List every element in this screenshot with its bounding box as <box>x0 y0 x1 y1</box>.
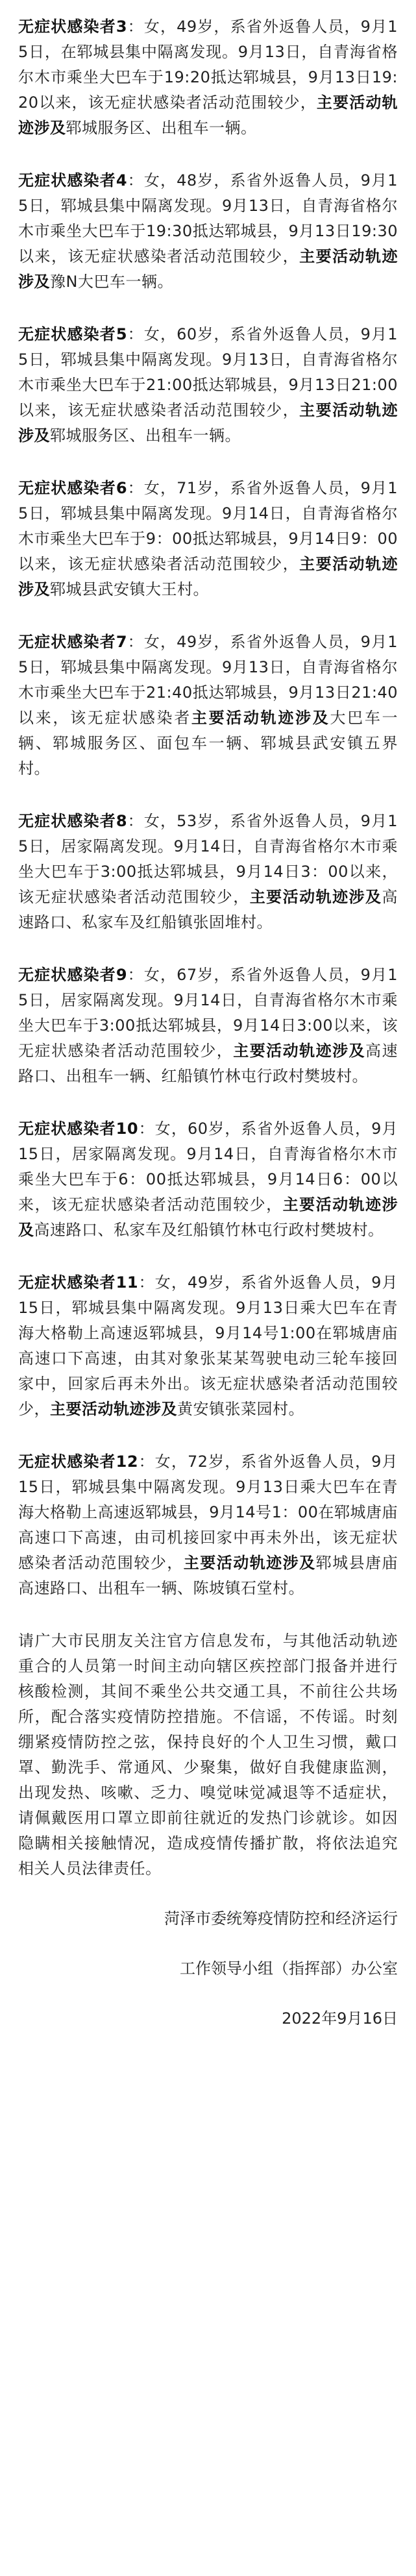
case-title: 无症状感染者4 <box>18 171 128 190</box>
case-text: ：女，53岁，系省外返鲁人员，9月15日，居家隔离发现。9月14日，自青海省格尔木市乘坐大巴车于3:00抵达郓城县，9月14日3：00以来，该无症状感染者活动范围较少， <box>18 812 398 906</box>
case-paragraph <box>18 322 398 448</box>
case-title: 无症状感染者5 <box>18 325 128 343</box>
case-title: 无症状感染者9 <box>18 966 128 984</box>
case-key-phrase: 主要活动轨迹涉及 <box>18 247 398 291</box>
signature-date: 2022年9月16日 <box>282 2009 398 2028</box>
case-list <box>18 14 398 1601</box>
case-title: 无症状感染者7 <box>18 633 128 651</box>
case-key-phrase: 主要活动轨迹涉及 <box>50 1400 177 1418</box>
case-text: ：女，49岁，系省外返鲁人员，9月15日，郓城县集中隔离发现。9月13日，自青海省格尔木市乘坐大巴车于21:40抵达郓城县，9月13日21:40以来，该无症状感染者 <box>18 633 398 727</box>
case-paragraph <box>18 963 398 1089</box>
case-text: ：女，49岁，系省外返鲁人员，9月15日，郓城县集中隔离发现。9月13日乘大巴车在青海大格勒上高速返郓城县，9月14号1:00在郓城唐庙高速口下高速，由其对象张某某驾驶电动三轮车接回家中，回家后再未外出。该无症状感染者活动范围较少， <box>18 1273 398 1418</box>
case-key-phrase: 主要活动轨迹涉及 <box>18 555 398 598</box>
case-title: 无症状感染者6 <box>18 479 128 497</box>
case-key-phrase: 主要活动轨迹涉及 <box>18 1196 398 1239</box>
case-paragraph <box>18 1270 398 1422</box>
case-paragraph <box>18 168 398 295</box>
case-text: ：女，60岁，系省外返鲁人员，9月15日，居家隔离发现。9月14日，自青海省格尔木市乘坐大巴车于6：00抵达郓城县，9月14日6：00以来，该无症状感染者活动范围较少， <box>18 1120 398 1214</box>
notice-paragraph: 请广大市民朋友关注官方信息发布，与其他活动轨迹重合的人员第一时间主动向辖区疾控部门报备并进行核酸检测，其间不乘坐公共交通工具，不前往公共场所，配合落实疫情防控措施。不信谣，不传谣。时刻绷紧疫情防控之弦，保持良好的个人卫生习惯，戴口罩、勤洗手、常通风、少聚集，做好自我健康监测，出现发热、咳嗽、乏力、嗅觉味觉减退等不适症状，请佩戴医用口罩立即前往就近的发热门诊就诊。如因隐瞒相关接触情况，造成疫情传播扩散，将依法追究相关人员法律责任。 <box>18 1632 398 1878</box>
case-paragraph <box>18 14 398 141</box>
case-paragraph <box>18 630 398 781</box>
case-text: ：女，48岁，系省外返鲁人员，9月15日，郓城县集中隔离发现。9月13日，自青海省格尔木市乘坐大巴车于19:30抵达郓城县，9月13日19:30以来，该无症状感染者活动范围较少， <box>18 171 398 265</box>
case-text: ：女，67岁，系省外返鲁人员，9月15日，居家隔离发现。9月14日，自青海省格尔木市乘坐大巴车于3:00抵达郓城县，9月14日3:00以来，该无症状感染者活动范围较少， <box>18 966 398 1060</box>
case-locations: 郓城县唐庙高速路口、出租车一辆、陈坡镇石堂村。 <box>18 1554 398 1597</box>
case-paragraph <box>18 809 398 935</box>
case-paragraph <box>18 1449 398 1601</box>
case-locations: 高速路口、私家车及红船镇竹林屯行政村樊坡村。 <box>34 1221 384 1239</box>
case-locations: 郓城服务区、出租车一辆。 <box>66 119 257 137</box>
case-paragraph <box>18 476 398 602</box>
case-locations: 郓城县武安镇大王村。 <box>50 580 209 598</box>
case-locations: 黄安镇张菜园村。 <box>177 1400 304 1418</box>
case-key-phrase: 主要活动轨迹涉及 <box>191 709 330 727</box>
case-paragraph <box>18 1116 398 1243</box>
case-locations: 高速路口、私家车及红船镇张固堆村。 <box>18 888 398 931</box>
case-key-phrase: 主要活动轨迹涉及 <box>183 1554 316 1572</box>
case-locations: 高速路口、出租车一辆、红船镇竹林屯行政村樊坡村。 <box>18 1042 398 1085</box>
case-text: ：女，72岁，系省外返鲁人员，9月15日，郓城县集中隔离发现。9月13日乘大巴车在青海大格勒上高速返郓城县，9月14号1：00在郓城唐庙高速口下高速，由司机接回家中再未外出，该无症状感染者活动范围较少， <box>18 1453 398 1572</box>
case-title: 无症状感染者3 <box>18 18 128 36</box>
case-key-phrase: 主要活动轨迹涉及 <box>249 888 382 906</box>
case-key-phrase: 主要活动轨迹涉及 <box>18 93 398 137</box>
signature-line-1: 菏泽市委统筹疫情防控和经济运行 <box>164 1909 398 1928</box>
case-locations: 大巴车一辆、郓城服务区、面包车一辆、郓城县武安镇五界村。 <box>18 709 398 778</box>
signature-line-2: 工作领导小组（指挥部）办公室 <box>180 1959 398 1978</box>
case-title: 无症状感染者12 <box>18 1453 139 1471</box>
case-key-phrase: 主要活动轨迹涉及 <box>233 1042 366 1060</box>
case-locations: 郓城服务区、出租车一辆。 <box>50 426 241 445</box>
case-locations: 豫N大巴车一辆。 <box>50 273 173 291</box>
case-title: 无症状感染者8 <box>18 812 128 830</box>
case-text: ：女，71岁，系省外返鲁人员，9月15日，郓城县集中隔离发现。9月14日，自青海省格尔木市乘坐大巴车于9：00抵达郓城县，9月14日9：00以来，该无症状感染者活动范围较少， <box>18 479 398 573</box>
case-title: 无症状感染者10 <box>18 1120 139 1138</box>
case-key-phrase: 主要活动轨迹涉及 <box>18 401 398 445</box>
case-title: 无症状感染者11 <box>18 1273 139 1292</box>
case-text: ：女，49岁，系省外返鲁人员，9月15日，在郓城县集中隔离发现。9月13日，自青海省格尔木市乘坐大巴车于19:20抵达郓城县，9月13日19:20以来，该无症状感染者活动范围较少， <box>18 18 398 112</box>
case-text: ：女，60岁，系省外返鲁人员，9月15日，郓城县集中隔离发现。9月13日，自青海省格尔木市乘坐大巴车于21:00抵达郓城县，9月13日21:00以来，该无症状感染者活动范围较少， <box>18 325 398 419</box>
